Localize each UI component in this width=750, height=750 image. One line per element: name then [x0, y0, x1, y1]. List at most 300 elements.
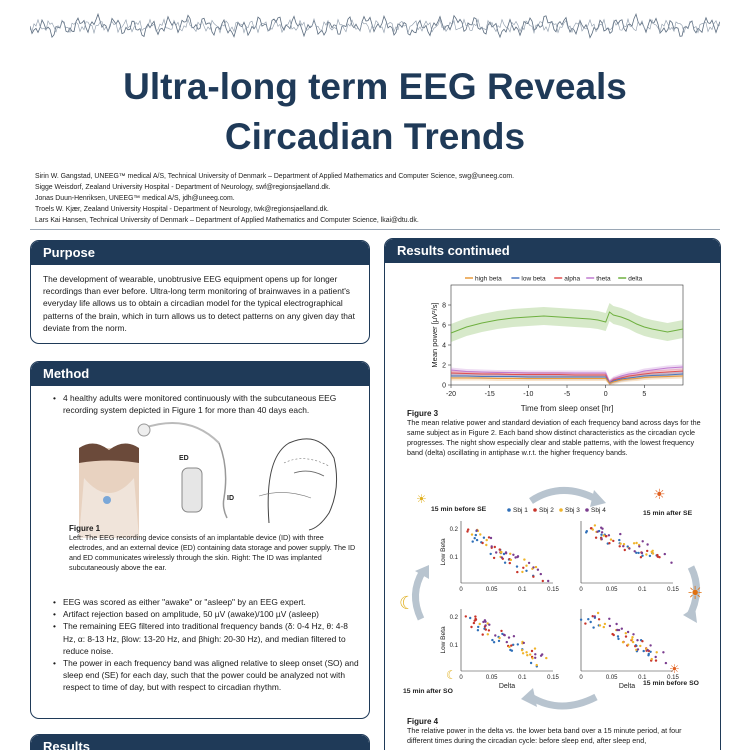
- results-panel: [30, 734, 370, 750]
- scatter-point: [631, 638, 633, 640]
- scatter-point: [657, 556, 659, 558]
- scatter-point: [639, 645, 641, 647]
- scatter-point: [595, 537, 597, 539]
- x-tick-label: -10: [523, 391, 534, 398]
- scatter-point: [485, 628, 487, 630]
- sunrise-icon: ☀: [653, 486, 666, 502]
- scatter-point: [486, 539, 488, 541]
- method-bullet: • EEG was scored as either "awake" or "asleep" by an EEG expert.: [53, 596, 359, 608]
- scatter-point: [530, 662, 532, 664]
- y-axis-label: Mean power [μV²/s]: [430, 302, 439, 368]
- legend-marker: [507, 508, 511, 512]
- legend-label: low beta: [521, 275, 546, 283]
- scatter-panel: [579, 521, 679, 593]
- scatter-point: [651, 658, 653, 660]
- id-label: ID: [227, 495, 234, 502]
- ed-label: ED: [179, 455, 189, 462]
- figure-4-diagram: [391, 479, 716, 714]
- method-intro-list: [53, 392, 357, 416]
- scatter-point: [491, 545, 493, 547]
- scatter-point: [610, 538, 612, 540]
- scatter-point: [522, 567, 524, 569]
- scatter-point: [603, 534, 605, 536]
- eeg-wave-banner: [30, 6, 720, 46]
- tag-text: 15 min after SO: [403, 688, 453, 695]
- y-axis-label: Low Beta: [440, 626, 447, 654]
- figure-3-label: Figure 3: [407, 409, 439, 418]
- scatter-point: [508, 646, 510, 648]
- scatter-point: [494, 546, 496, 548]
- scatter-point: [652, 552, 654, 554]
- legend-marker: [533, 508, 537, 512]
- scatter-point: [483, 537, 485, 539]
- scatter-point: [637, 648, 639, 650]
- legend-label: Sbj 4: [591, 507, 606, 514]
- x-tick-label: 0: [459, 675, 463, 681]
- author-line: Troels W. Kjær, Zealand University Hospital - Department of Neurology, twk@regionsjaelland.dk.: [35, 206, 329, 213]
- x-tick-label: -20: [445, 391, 457, 398]
- scatter-point: [585, 531, 587, 533]
- scatter-point: [612, 540, 614, 542]
- scatter-point: [587, 618, 589, 620]
- figure-1-illustration: [79, 418, 339, 538]
- scatter-point: [643, 650, 645, 652]
- scatter-point: [505, 552, 507, 554]
- x-tick-label: 0: [459, 587, 463, 593]
- scatter-point: [473, 622, 475, 624]
- x-tick-label: 0.05: [485, 675, 498, 681]
- sun-icon: ☀: [687, 583, 704, 603]
- implant-path-lower: [259, 492, 311, 498]
- scatter-point: [627, 631, 629, 633]
- scatter-point: [535, 566, 537, 568]
- scatter-point: [488, 624, 490, 626]
- scatter-point: [621, 628, 623, 630]
- purpose-text: The development of wearable, unobtrusive EEG equipment opens up for longer recordings than ever before. Ultra-long term monitoring of brainwaves in a patient's everyday life allows us to obtain a circadian model for the typical electrographical patterns of the brain, which in turn allows us to detect patterns on any given day that deviate from the norm.: [43, 274, 355, 333]
- tag-after-se: [643, 486, 693, 517]
- y-tick-label: 0: [442, 382, 446, 390]
- scatter-point: [516, 571, 518, 573]
- scatter-point: [619, 545, 621, 547]
- scatter-point: [474, 615, 476, 617]
- scatter-point: [472, 540, 474, 542]
- sunset-icon: ☀: [669, 662, 680, 676]
- scatter-point: [469, 617, 471, 619]
- scatter-point: [592, 615, 594, 617]
- y-tick-label: 8: [442, 302, 446, 310]
- legend-label: Sbj 1: [513, 507, 528, 514]
- device-on-chest: [103, 496, 111, 504]
- x-axis-label: Delta: [618, 683, 636, 690]
- scatter-point: [608, 542, 610, 544]
- scatter-point: [526, 654, 528, 656]
- scatter-point: [609, 625, 611, 627]
- scatter-point: [501, 556, 503, 558]
- scatter-point: [537, 569, 539, 571]
- cycle-arrow-bottom: [531, 697, 596, 706]
- x-tick-label: -5: [563, 391, 571, 398]
- cycle-arrow-top: [531, 490, 596, 501]
- scatter-point: [646, 550, 648, 552]
- scatter-point: [590, 621, 592, 623]
- scatter-point: [514, 556, 516, 558]
- x-tick-label: 0: [579, 587, 583, 593]
- scatter-point: [474, 537, 476, 539]
- sun-icon: ☀: [416, 492, 427, 506]
- figure-3-caption: The mean relative power and standard deviation of each frequency band across days for the same subject as in Figure 2. Each band show distinct characteristics as the circadian cycle progresses. The night show especially clear and stable patterns, with the lowest frequency band (delta) oscillating in antiphase w.r.t. the higher frequency bands.: [407, 418, 701, 457]
- scatter-point: [479, 533, 481, 535]
- legend-label: high beta: [475, 275, 502, 283]
- scatter-point: [500, 630, 502, 632]
- cycle-arrow-left: [415, 571, 423, 619]
- scatter-point: [476, 539, 478, 541]
- scatter-point: [637, 552, 639, 554]
- moon-icon: ☾: [399, 593, 416, 613]
- scatter-point: [521, 571, 523, 573]
- scatter-point: [522, 652, 524, 654]
- ear-device-icon: [138, 424, 150, 436]
- scatter-point: [503, 553, 505, 555]
- scatter-point: [471, 533, 473, 535]
- scatter-point: [642, 540, 644, 542]
- scatter-point: [509, 562, 511, 564]
- scatter-point: [616, 629, 618, 631]
- scatter-point: [547, 580, 549, 582]
- scatter-point: [638, 545, 640, 547]
- scatter-point: [528, 562, 530, 564]
- results-continued-heading: Results continued: [385, 239, 720, 263]
- scatter-point: [628, 547, 630, 549]
- y-tick-label: 0.2: [449, 615, 458, 621]
- scatter-point: [603, 626, 605, 628]
- cycle-arrow-head: [590, 490, 606, 507]
- scatter-point: [635, 542, 637, 544]
- hair-shape: [79, 443, 139, 463]
- x-tick-label: -15: [484, 391, 495, 398]
- legend-label: theta: [596, 275, 611, 283]
- scatter-point: [615, 623, 617, 625]
- scatter-point: [504, 562, 506, 564]
- scatter-point: [490, 553, 492, 555]
- scatter-point: [476, 529, 478, 531]
- scatter-point: [599, 624, 601, 626]
- scatter-point: [536, 664, 538, 666]
- scatter-point: [498, 640, 500, 642]
- scatter-point: [521, 649, 523, 651]
- scatter-point: [506, 641, 508, 643]
- scatter-panel: [440, 609, 559, 690]
- x-tick-label: 0.05: [605, 675, 618, 681]
- x-tick-label: 0.1: [518, 675, 527, 681]
- scatter-point: [618, 539, 620, 541]
- scatter-point: [508, 636, 510, 638]
- scatter-point: [641, 552, 643, 554]
- scatter-point: [664, 553, 666, 555]
- scatter-point: [627, 644, 629, 646]
- figure-1-label: Figure 1: [69, 524, 101, 533]
- legend-marker: [585, 508, 589, 512]
- x-tick-label: 0.05: [485, 587, 498, 593]
- poster-title: [0, 62, 750, 162]
- scatter-point: [631, 636, 633, 638]
- scatter-point: [652, 550, 654, 552]
- x-axis-label: Time from sleep onset [hr]: [520, 404, 614, 413]
- scatter-point: [647, 649, 649, 651]
- x-tick-label: 0.1: [518, 587, 527, 593]
- x-tick-label: 0.1: [638, 675, 647, 681]
- scatter-point: [493, 641, 495, 643]
- scatter-point: [598, 618, 600, 620]
- scatter-point: [594, 615, 596, 617]
- header-divider: [30, 229, 720, 230]
- x-tick-label: 0.05: [605, 587, 618, 593]
- scatter-point: [632, 633, 634, 635]
- scatter-point: [605, 535, 607, 537]
- figure-4-label: Figure 4: [407, 717, 439, 726]
- scatter-point: [636, 639, 638, 641]
- x-tick-label: 0.15: [547, 675, 559, 681]
- figure-4-caption: The relative power in the delta vs. the lower beta band over a 15 minute period, at four different times during the circadian cycle: before sleep end, after sleep end,: [407, 726, 682, 745]
- scatter-point: [604, 623, 606, 625]
- scatter-point: [655, 656, 657, 658]
- implant-path: [284, 459, 329, 466]
- x-tick-label: 0.15: [547, 587, 559, 593]
- scatter-point: [499, 548, 501, 550]
- scatter-point: [465, 615, 467, 617]
- scatter-point: [665, 662, 667, 664]
- y-tick-label: 6: [442, 322, 446, 330]
- y-axis-ticks: [442, 303, 451, 390]
- scatter-panel: [579, 609, 679, 690]
- scatter-point: [534, 653, 536, 655]
- scatter-point: [622, 641, 624, 643]
- scatter-point: [540, 573, 542, 575]
- scatter-point: [525, 651, 527, 653]
- scatter-point: [584, 622, 586, 624]
- x-tick-label: 0: [603, 391, 608, 398]
- scatter-point: [619, 543, 621, 545]
- scatter-point: [622, 545, 624, 547]
- scatter-point: [619, 533, 621, 535]
- scatter-point: [488, 629, 490, 631]
- tag-text: 15 min before SE: [431, 506, 487, 513]
- scatter-point: [592, 626, 594, 628]
- scatter-point: [594, 524, 596, 526]
- x-tick-label: 0.1: [638, 587, 647, 593]
- scatter-point: [466, 530, 468, 532]
- implant-lead: [219, 443, 227, 518]
- scatter-point: [503, 634, 505, 636]
- legend-label: Sbj 3: [565, 507, 580, 514]
- scatter-point: [670, 562, 672, 564]
- head-outline: [268, 439, 336, 530]
- scatter-point: [525, 570, 527, 572]
- author-list: [35, 171, 725, 226]
- scatter-point: [648, 653, 650, 655]
- scatter-point: [534, 647, 536, 649]
- scatter-point: [517, 643, 519, 645]
- scatter-point: [632, 641, 634, 643]
- cycle-arrow-head: [521, 688, 537, 707]
- scatter-point: [481, 542, 483, 544]
- legend-label: alpha: [564, 275, 581, 283]
- y-tick-label: 0.1: [449, 555, 458, 561]
- scatter-point: [475, 619, 477, 621]
- scatter-point: [645, 553, 647, 555]
- method-heading: Method: [31, 362, 369, 386]
- scatter-point: [641, 640, 643, 642]
- y-tick-label: 2: [442, 362, 446, 370]
- figure-3-caption-block: [407, 409, 707, 458]
- scatter-point: [640, 556, 642, 558]
- scatter-point: [592, 528, 594, 530]
- y-tick-label: 4: [442, 342, 446, 350]
- scatter-point: [484, 624, 486, 626]
- method-bullet: • Artifact rejection based on amplitude, 50 µV (awake)/100 µV (asleep): [53, 608, 359, 620]
- scatter-point: [655, 659, 657, 661]
- scatter-point: [601, 531, 603, 533]
- scatter-point: [529, 653, 531, 655]
- purpose-panel: [30, 240, 370, 344]
- results-heading: Results: [31, 735, 369, 750]
- scatter-panels: [440, 521, 679, 690]
- method-bullet: • The remaining EEG filtered into traditional frequency bands (δ: 0-4 Hz, θ: 4-8 Hz, α: 8-13 Hz, βlow: 13-20 Hz, and βhigh: 20-30 Hz), and median filtered to reduce noise.: [53, 620, 359, 657]
- scatter-point: [617, 638, 619, 640]
- scatter-point: [545, 657, 547, 659]
- x-tick-label: 5: [642, 391, 647, 398]
- scatter-point: [649, 555, 651, 557]
- scatter-point: [493, 557, 495, 559]
- scatter-point: [512, 554, 514, 556]
- scatter-point: [517, 555, 519, 557]
- method-panel: [30, 361, 370, 719]
- scatter-point: [601, 538, 603, 540]
- scatter-point: [662, 651, 664, 653]
- scatter-point: [523, 642, 525, 644]
- scatter-point: [634, 645, 636, 647]
- scatter-point: [649, 644, 651, 646]
- scatter-point: [495, 551, 497, 553]
- scatter-point: [540, 655, 542, 657]
- method-intro: • 4 healthy adults were monitored continuously with the subcutaneous EEG recording system depicted in Figure 1 for more than 40 days each.: [53, 392, 357, 416]
- scatter-point: [656, 651, 658, 653]
- figure-4-caption-block: [407, 717, 707, 746]
- scatter-point: [580, 619, 582, 621]
- legend-label: delta: [628, 275, 643, 283]
- scatter-point: [633, 542, 635, 544]
- tag-text: 15 min before SO: [643, 680, 699, 687]
- tag-text: 15 min after SE: [643, 510, 693, 517]
- x-tick-label: 0: [579, 675, 583, 681]
- method-bullets: [53, 596, 359, 694]
- scatter-point: [475, 534, 477, 536]
- ear-outline: [294, 471, 324, 476]
- scatter-point: [510, 559, 512, 561]
- tag-after-so: [403, 668, 457, 695]
- purpose-heading: Purpose: [31, 241, 369, 265]
- scatter-point: [484, 619, 486, 621]
- scatter-point: [516, 565, 518, 567]
- chart-legend: [465, 276, 643, 283]
- figure-1-caption: Left: The EEG recording device consists of an implantable device (ID) with three electrodes, and an external device (ED) containing data storage and power supply. The ID and ED communicates wirelessly through the skin. Right: The ID was implanted subcutaneously above the ear.: [69, 533, 356, 572]
- figure-1-caption-block: [69, 524, 359, 573]
- y-tick-label: 0.2: [449, 527, 458, 533]
- figure-4-legend: [507, 507, 606, 514]
- legend-marker: [559, 508, 563, 512]
- x-axis-ticks: [446, 385, 646, 398]
- x-axis-label: Delta: [498, 683, 516, 690]
- scatter-point: [608, 618, 610, 620]
- scatter-point: [477, 626, 479, 628]
- scatter-point: [597, 612, 599, 614]
- scatter-point: [532, 566, 534, 568]
- scatter-point: [601, 528, 603, 530]
- author-line: Sigge Weisdorf, Zealand University Hospital - Department of Neurology, swf@regionsjaelland.dk.: [35, 184, 331, 191]
- scatter-point: [611, 633, 613, 635]
- scatter-point: [487, 633, 489, 635]
- scatter-point: [617, 635, 619, 637]
- scatter-point: [608, 534, 610, 536]
- title-line-1: Ultra-long term EEG Reveals: [123, 66, 627, 107]
- scatter-point: [542, 580, 544, 582]
- scatter-point: [531, 657, 533, 659]
- scatter-point: [491, 639, 493, 641]
- scatter-point: [490, 537, 492, 539]
- scatter-point: [470, 626, 472, 628]
- title-line-2: Circadian Trends: [224, 116, 526, 157]
- scatter-point: [513, 635, 515, 637]
- scatter-point: [500, 551, 502, 553]
- device-cable: [144, 423, 219, 443]
- external-device: [182, 468, 202, 512]
- author-line: Jonas Duun-Henriksen, UNEEG™ medical A/S, jdh@uneeg.com.: [35, 195, 235, 202]
- scatter-point: [498, 637, 500, 639]
- results-continued-panel: [384, 238, 721, 750]
- x-tick-label: 0.15: [667, 587, 679, 593]
- scatter-point: [600, 534, 602, 536]
- scatter-panel: [440, 521, 559, 593]
- author-line: Sirin W. Gangstad, UNEEG™ medical A/S, Technical University of Denmark – Department of Applied Mathematics and Computer Science, swg@uneeg.com.: [35, 173, 515, 180]
- tag-before-se: [416, 492, 487, 513]
- scatter-point: [525, 565, 527, 567]
- scatter-point: [534, 657, 536, 659]
- scatter-point: [596, 531, 598, 533]
- y-tick-label: 0.1: [449, 643, 458, 649]
- legend-label: Sbj 2: [539, 507, 554, 514]
- scatter-point: [532, 576, 534, 578]
- method-bullet: • The power in each frequency band was aligned relative to sleep onset (SO) and sleep end (SE) for each day, such that the power could be analyzed not with respect to time of day, but with respect to circadian rhythm.: [53, 657, 359, 694]
- scatter-point: [494, 634, 496, 636]
- scatter-point: [477, 629, 479, 631]
- scatter-point: [482, 633, 484, 635]
- scatter-point: [646, 543, 648, 545]
- scatter-point: [511, 650, 513, 652]
- figure-3-chart: [395, 271, 705, 415]
- scatter-point: [485, 544, 487, 546]
- scatter-point: [531, 650, 533, 652]
- y-axis-label: Low Beta: [440, 538, 447, 566]
- x-tick-label: 0.15: [667, 675, 679, 681]
- moon-icon: ☾: [446, 668, 457, 682]
- scatter-point: [625, 635, 627, 637]
- scatter-point: [479, 623, 481, 625]
- scatter-point: [509, 553, 511, 555]
- scatter-point: [624, 549, 626, 551]
- author-line: Lars Kai Hansen, Technical University of Denmark – Department of Applied Mathematics and Computer Science, lkai@dtu.dk.: [35, 217, 419, 224]
- scatter-point: [625, 632, 627, 634]
- scatter-point: [634, 550, 636, 552]
- scatter-point: [523, 558, 525, 560]
